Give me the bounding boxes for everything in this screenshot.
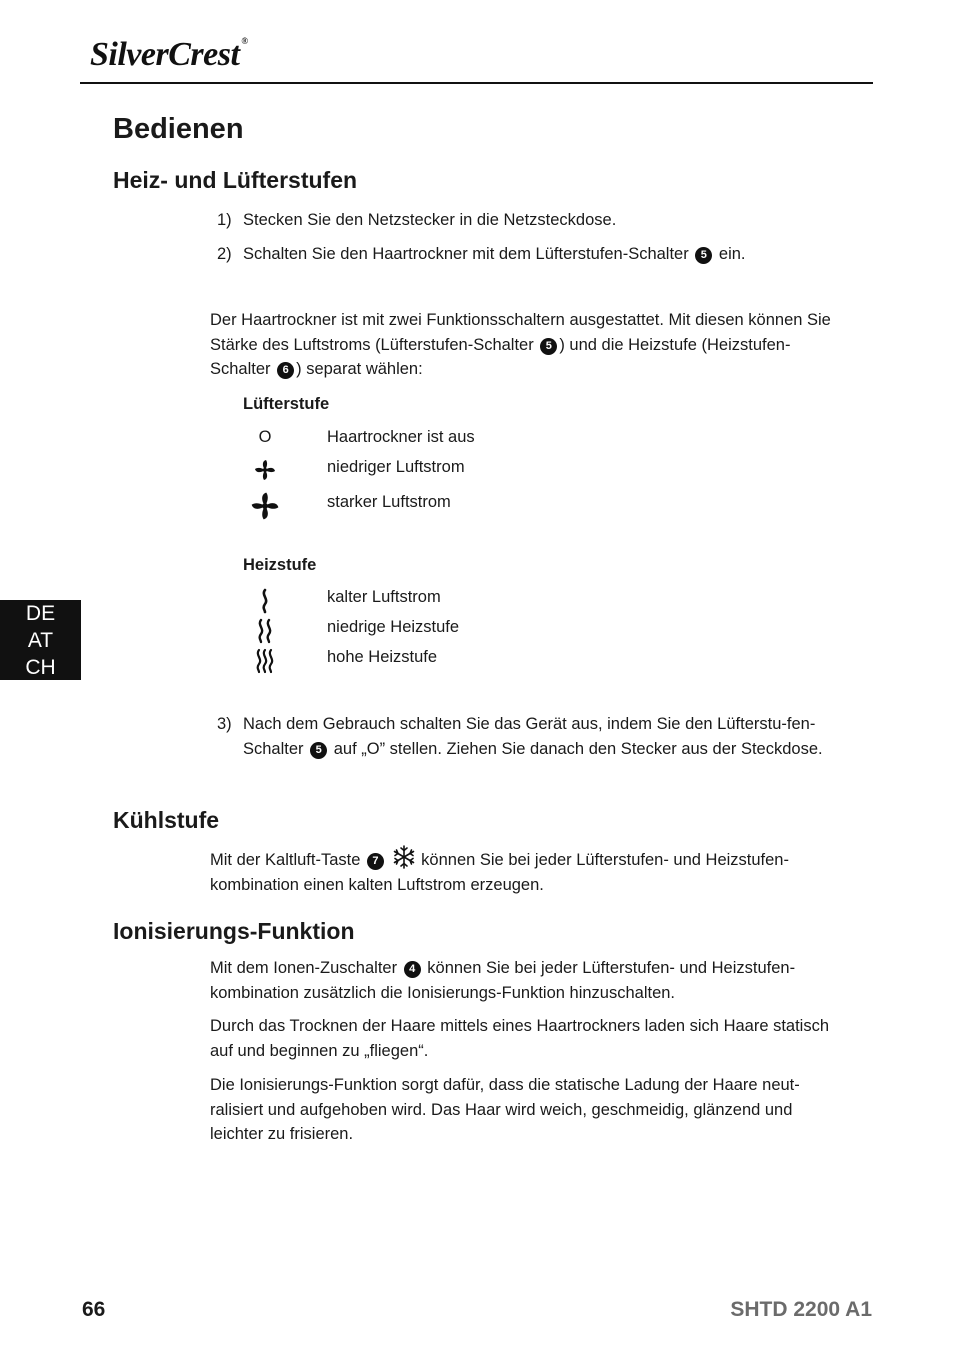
step-1 — [217, 208, 857, 233]
heat-two-waves-icon — [243, 618, 287, 649]
paragraph-part: ) separat wählen: — [296, 360, 423, 378]
step-2 — [217, 242, 857, 267]
ion-paragraph-3: Die Ionisierungs-Funktion sorgt dafür, dass die statische Ladung der Haare neut-ralisiert und aufgehoben wird. Das Haar wird weich, geschmeidig, glänzend und leichter zu frisieren. — [210, 1076, 800, 1143]
step-number: 3) — [217, 715, 232, 733]
reference-number-badge: 7 — [367, 853, 384, 870]
snowflake-icon — [391, 851, 417, 869]
page-number: 66 — [82, 1298, 106, 1321]
step-text-part: Schalten Sie den Haartrockner mit dem Lüfterstufen-Schalter — [243, 245, 689, 263]
ion-paragraph-2: Durch das Trocknen der Haare mittels eines Haartrockners laden sich Haare statisch auf und beginnen zu „fliegen“. — [210, 1017, 830, 1060]
fan-level-row — [243, 490, 643, 524]
heading-ionization: Ionisierungs-Funktion — [113, 918, 355, 944]
step-text-part: auf „O” stellen. Ziehen Sie danach den Stecker aus der Steckdose. — [333, 739, 823, 758]
step-text — [243, 712, 827, 761]
heat-level-row — [243, 648, 643, 678]
heat-three-waves-icon — [243, 648, 287, 679]
header-rule — [80, 82, 873, 84]
reference-number-badge: 5 — [310, 742, 327, 759]
off-circle-icon: O — [258, 428, 272, 446]
language-ch: CH — [25, 656, 56, 679]
cooling-paragraph — [210, 844, 830, 897]
heading-cooling: Kühlstufe — [113, 807, 220, 833]
reference-number-badge: 4 — [404, 961, 421, 978]
fan-level-label: starker Luftstrom — [327, 493, 451, 511]
fan-high-icon — [243, 490, 287, 527]
paragraph-part: Der Haartrockner ist mit zwei Funktionsschaltern ausgestattet. Mit diesen können Sie Stärke des Luftstroms (Lüfterstufen-Schalter — [210, 311, 831, 354]
brand-name: SilverCrest — [90, 36, 240, 73]
fan-level-row — [243, 428, 643, 458]
language-at: AT — [27, 629, 54, 652]
brand-logo — [90, 36, 248, 74]
heat-level-heading: Heizstufe — [243, 556, 317, 574]
fan-level-label: niedriger Luftstrom — [327, 458, 465, 476]
heat-level-label: hohe Heizstufe — [327, 648, 438, 666]
step-text — [243, 242, 746, 267]
registered-mark: ® — [241, 36, 248, 46]
reference-number-badge: 6 — [277, 362, 294, 379]
paragraph-part: Mit dem Ionen-Zuschalter — [210, 959, 398, 977]
step-number: 1) — [217, 211, 232, 229]
intro-paragraph — [210, 308, 845, 382]
step-3 — [217, 712, 827, 761]
heat-one-wave-icon — [243, 588, 287, 619]
ion-paragraph-1 — [210, 956, 840, 1005]
paragraph-part: ) und die Heizstufe (Heizstufen-Schalter — [210, 335, 791, 378]
heat-level-label: niedrige Heizstufe — [327, 618, 460, 636]
fan-level-row — [243, 458, 643, 488]
reference-number-badge: 5 — [695, 247, 712, 264]
reference-number-badge: 5 — [540, 338, 557, 355]
step-text-part: Nach dem Gebrauch schalten Sie das Gerät aus, indem Sie den Lüfterstu-fen-Schalter — [243, 715, 816, 758]
heat-level-row — [243, 588, 643, 618]
paragraph-part: Mit der Kaltluft-Taste — [210, 851, 361, 869]
heading-heat-fan: Heiz- und Lüfterstufen — [113, 167, 358, 193]
language-de: DE — [25, 602, 56, 625]
paragraph-part: können Sie bei jeder Lüfterstufen- und Heizstufen-kombination zusätzlich die Ionisierungs-Funktion hinzuschalten. — [210, 959, 796, 1002]
fan-level-heading: Lüfterstufe — [243, 395, 330, 413]
heat-level-label: kalter Luftstrom — [327, 588, 441, 606]
fan-low-icon — [243, 458, 287, 487]
fan-level-label: Haartrockner ist aus — [327, 428, 475, 446]
language-tab — [0, 600, 81, 680]
step-text-part: ein. — [718, 245, 746, 263]
model-number: SHTD 2200 A1 — [730, 1298, 872, 1321]
step-text: Stecken Sie den Netzstecker in die Netzsteckdose. — [243, 211, 617, 229]
page-title: Bedienen — [113, 113, 244, 145]
step-number: 2) — [217, 245, 232, 263]
heat-level-row — [243, 618, 643, 648]
paragraph-part: können Sie bei jeder Lüfterstufen- und Heizstufen-kombination einen kalten Luftstrom erzeugen. — [210, 851, 789, 894]
